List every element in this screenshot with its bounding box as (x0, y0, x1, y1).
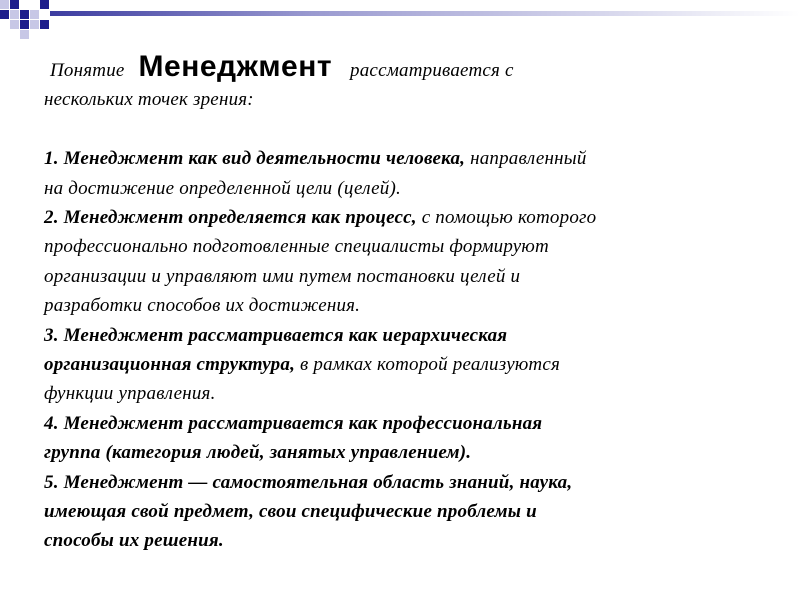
intro-line (44, 52, 754, 85)
decor-square (10, 0, 19, 9)
decor-square (30, 10, 39, 19)
point-5-bold: способы их решения. (44, 530, 224, 552)
point-3-line (44, 350, 754, 379)
spacer (44, 115, 754, 144)
decor-square (20, 20, 29, 29)
decor-square (20, 30, 29, 39)
decor-square (20, 10, 29, 19)
header-gradient-bar (50, 11, 800, 16)
intro-prefix: Понятие (50, 60, 125, 81)
point-1-bold: 1. Менеджмент как вид деятельности человека, (44, 148, 466, 170)
point-2-text: разработки способов их достижения. (44, 295, 361, 317)
intro-line-2: нескольких точек зрения: (44, 89, 254, 111)
decor-square (0, 10, 9, 19)
point-3-bold: 3. Менеджмент рассматривается как иерархическая (44, 324, 508, 346)
decor-square (40, 0, 49, 9)
point-1-line (44, 144, 754, 173)
decor-square (30, 20, 39, 29)
slide-body (44, 52, 754, 556)
point-2-bold: 2. Менеджмент определяется как процесс, (44, 207, 417, 229)
point-1-text: на достижение определенной цели (целей). (44, 177, 401, 199)
decor-square (0, 0, 9, 9)
intro-suffix: рассматривается с (350, 60, 514, 81)
point-5-bold: имеющая свой предмет, свои специфические проблемы и (44, 501, 537, 523)
point-4-bold: группа (категория людей, занятых управлением). (44, 442, 472, 464)
point-2-line (44, 203, 754, 232)
point-5-bold: 5. Менеджмент — самостоятельная область знаний, наука, (44, 471, 573, 493)
slide-header-decoration (0, 0, 800, 40)
point-2-text: организации и управляют ими путем постановки целей и (44, 265, 521, 287)
point-1-tail: направленный (470, 148, 587, 170)
intro-keyword: Менеджмент (138, 50, 333, 83)
decor-square (40, 20, 49, 29)
point-3-tail: в рамках которой реализуются (299, 354, 561, 376)
decor-square (10, 20, 19, 29)
point-4-bold: 4. Менеджмент рассматривается как профессиональная (44, 412, 543, 434)
point-3-text: функции управления. (44, 383, 216, 405)
decor-square (10, 10, 19, 19)
point-2-text: профессионально подготовленные специалисты формируют (44, 236, 549, 258)
point-3-bold: организационная структура, (44, 354, 296, 376)
point-2-tail: с помощью которого (421, 207, 597, 229)
